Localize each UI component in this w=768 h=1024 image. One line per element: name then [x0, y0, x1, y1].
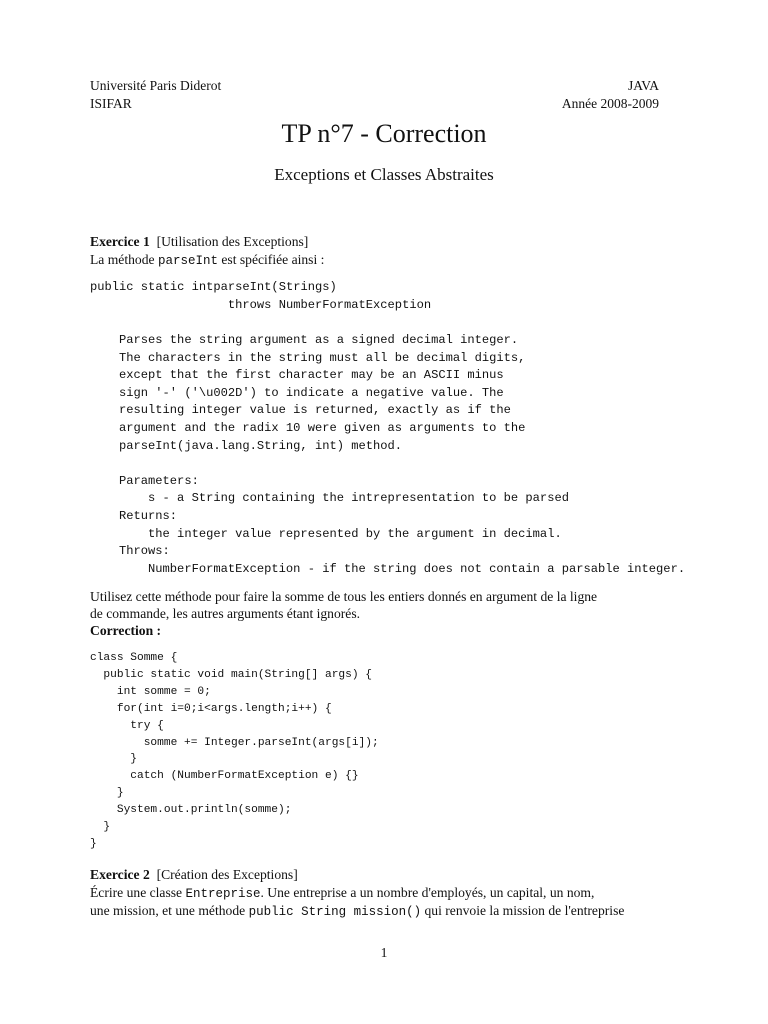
exercise2-line1 — [90, 884, 594, 903]
header-department: ISIFAR — [90, 96, 132, 111]
exercise2-heading — [90, 866, 298, 884]
exercise2-line2-code: public String mission() — [248, 905, 422, 919]
header-year: Année 2008-2009 — [561, 96, 659, 111]
page-subtitle: Exceptions et Classes Abstraites — [274, 165, 494, 184]
exercise2-label: Exercice 2 — [90, 867, 150, 882]
exercise2-line2-prefix: une mission, et une méthode — [90, 903, 249, 918]
parseint-signature: public static intparseInt(Strings) throws NumberFormatException — [90, 280, 432, 312]
exercise2-line2 — [90, 902, 624, 921]
exercise2-line2-suffix: qui renvoie la mission de l'entreprise — [421, 903, 625, 918]
exercise2-line1-code: Entreprise — [185, 887, 261, 901]
parseint-javadoc: Parses the string argument as a signed decimal integer. The characters in the string must all be decimal digits, except that the first character may be an ASCII minus sign '-' ('\u002D') to indicate a negative value. The resulting integer value is returned, exactly as if the argument and the radix 10 were given as arguments to the parseInt(java.lang.String, int) method. Parameters: s - a String containing the intrepresentation to be parsed Returns: the integer value represented by the argument in decimal. Throws: NumberFormatException - if the string does not contain a parsable integer. — [119, 333, 686, 576]
solution-code: class Somme { public static void main(String[] args) { int somme = 0; for(int i=0;i<args.length;i++) { try { somme += Integer.parseInt(args[i]); } catch (NumberFormatException e) {} } System.out.println(somme); } } — [90, 652, 379, 850]
correction-label-text: Correction : — [90, 623, 162, 638]
header-subject: JAVA — [627, 78, 659, 93]
exercise1-question-line2: de commande, les autres arguments étant ignorés. — [90, 606, 361, 621]
correction-label — [90, 622, 161, 640]
exercise1-intro — [90, 251, 324, 270]
exercise1-intro-prefix: La méthode — [90, 252, 158, 267]
exercise1-question-line1: Utilisez cette méthode pour faire la somme de tous les entiers donnés en argument de la ligne — [90, 589, 598, 604]
page-number: 1 — [380, 945, 388, 960]
header-university: Université Paris Diderot — [90, 78, 222, 93]
exercise1-topic: [Utilisation des Exceptions] — [156, 234, 309, 249]
exercise1-intro-code: parseInt — [157, 254, 218, 268]
exercise2-line1-suffix: . Une entreprise a un nombre d'employés, un capital, un nom, — [260, 885, 595, 900]
page-title: TP n°7 - Correction — [281, 119, 487, 148]
exercise1-intro-suffix: est spécifiée ainsi : — [217, 252, 325, 267]
exercise1-heading — [90, 233, 308, 251]
exercise2-line1-prefix: Écrire une classe — [90, 885, 186, 900]
exercise1-label: Exercice 1 — [90, 234, 150, 249]
exercise2-topic: [Création des Exceptions] — [156, 867, 298, 882]
